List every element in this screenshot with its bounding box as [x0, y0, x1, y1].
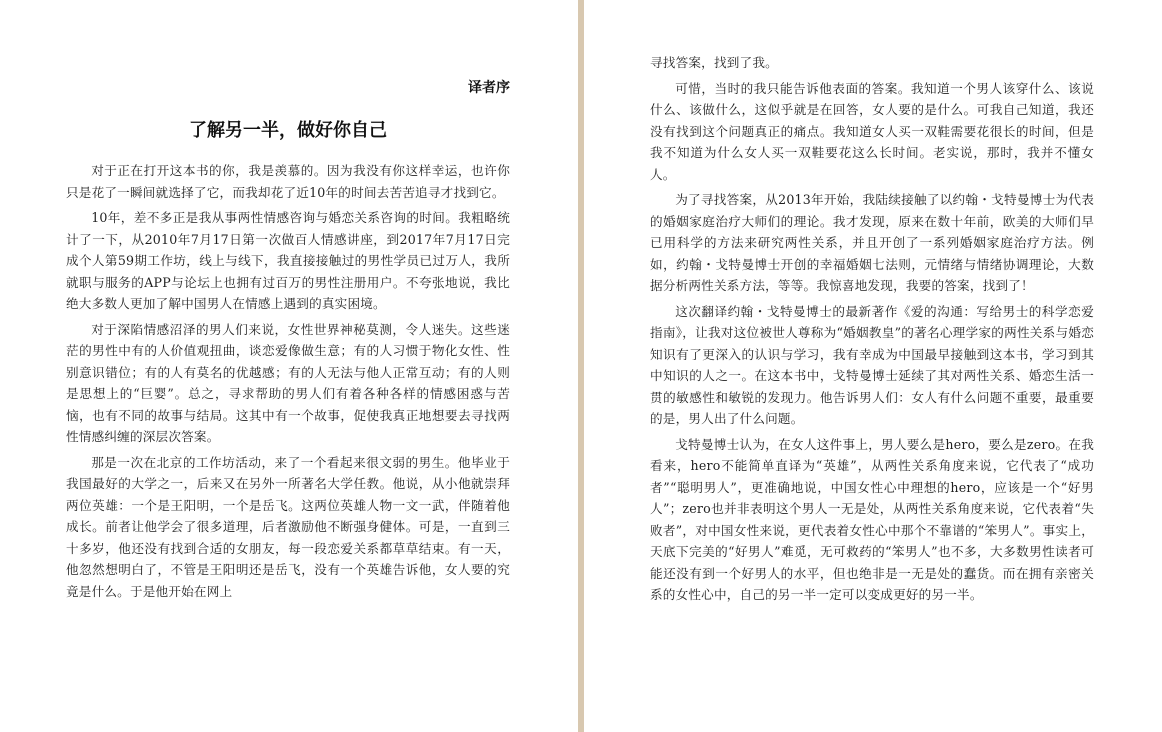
- paragraph: 对于正在打开这本书的你，我是羡慕的。因为我没有你这样幸运，也许你只是花了一瞬间就选择了它，而我却花了近10年的时间去苦苦追寻才找到它。: [66, 163, 510, 200]
- paragraph: 那是一次在北京的工作坊活动，来了一个看起来很文弱的男生。他毕业于我国最好的大学之一，后来又在另外一所著名大学任教。他说，从小他就崇拜两位英雄：一个是王阳明，一个是岳飞。这两位英雄人物一文一武，伴随着他成长。前者让他学会了很多道理，后者激励他不断强身健体。可是，一直到三十多岁，他还没有找到合适的女朋友，每一段恋爱关系都草草结束。有一天，他忽然想明白了，不管是王阳明还是岳飞，没有一个英雄告诉他，女人要的究竟是什么。于是他开始在网上: [66, 454, 510, 599]
- section-label: 译者序: [468, 80, 510, 96]
- paragraph: 这次翻译约翰・戈特曼博士的最新著作《爱的沟通：写给男士的科学恋爱指南》，让我对这位被世人尊称为“婚姻教皇”的著名心理学家的两性关系与婚恋知识有了更深入的认识与学习，我有幸成为中国最早接触到这本书，学习到其中知识的人之一。在这本书中，戈特曼博士延续了其对两性关系、婚恋生活一贯的敏感性和敏锐的发现力。他告诉男人们：女人有什么问题不重要，最重要的是，男人出了什么问题。: [650, 303, 1094, 426]
- right-page: [584, 0, 1162, 732]
- paragraph: 为了寻找答案，从2013年开始，我陆续接触了以约翰・戈特曼博士为代表的婚姻家庭治疗大师们的理论。我才发现，原来在数十年前，欧美的大师们早已用科学的方法来研究两性关系，并且开创了一系列婚姻家庭治疗方法。例如，约翰・戈特曼博士开创的幸福婚姻七法则，元情绪与情绪协调理论，大数据分析两性关系方法，等等。我惊喜地发现，我要的答案，找到了！: [650, 192, 1094, 293]
- left-page-body: [66, 160, 510, 606]
- continued-paragraph: 寻找答案，找到了我。: [650, 55, 778, 70]
- paragraph: 可惜，当时的我只能告诉他表面的答案。我知道一个男人该穿什么、该说什么、该做什么，这似乎就是在回答，女人要的是什么。可我自己知道，我还没有找到这个问题真正的痛点。我知道女人买一双鞋需要花很长的时间，但是我不知道为什么女人买一双鞋要花这么长时间。老实说，那时，我并不懂女人。: [650, 80, 1094, 182]
- paragraph: 10年，差不多正是我从事两性情感咨询与婚恋关系咨询的时间。我粗略统计了一下，从2010年7月17日第一次做百人情感讲座，到2017年7月17日完成个人第59期工作坊，线上与线下，我直接接触过的男性学员已过万人，我所就职与服务的APP与论坛上也拥有过百万的男性注册用户。不夸张地说，我比绝大多数人更加了解中国男人在情感上遇到的真实困境。: [66, 210, 510, 311]
- right-page-body: [650, 52, 1094, 610]
- chapter-title: 了解另一半，做好你自己: [189, 120, 387, 141]
- paragraph: 对于深陷情感沼泽的男人们来说，女性世界神秘莫测，令人迷失。这些迷茫的男性中有的人价值观扭曲，谈恋爱像做生意；有的人习惯于物化女性、性别意识错位；有的人有莫名的优越感；有的人无法与他人正常互动；有的人则是思想上的“巨婴”。总之，寻求帮助的男人们有着各种各样的情感困惑与苦恼，也有不同的故事与结局。这其中有一个故事，促使我真正地想要去寻找两性情感纠缠的深层次答案。: [66, 321, 510, 444]
- left-page: [0, 0, 578, 732]
- paragraph: 戈特曼博士认为，在女人这件事上，男人要么是hero，要么是zero。在我看来，hero不能简单直译为“英雄”，从两性关系角度来说，它代表了“成功者”“聪明男人”，更准确地说，中国女性心中理想的hero，应该是一个“好男人”；zero也并非表明这个男人一无是处，从两性关系角度来说，它代表着“失败者”，对中国女性来说，更代表着女性心中那个不靠谱的“笨男人”。事实上，天底下完美的“好男人”难觅，无可救药的“笨男人”也不多，大多数男性读者可能还没有到一个好男人的水平，但也绝非是一无是处的蠢货。而在拥有亲密关系的女性心中，自己的另一半一定可以变成更好的另一半。: [650, 436, 1094, 602]
